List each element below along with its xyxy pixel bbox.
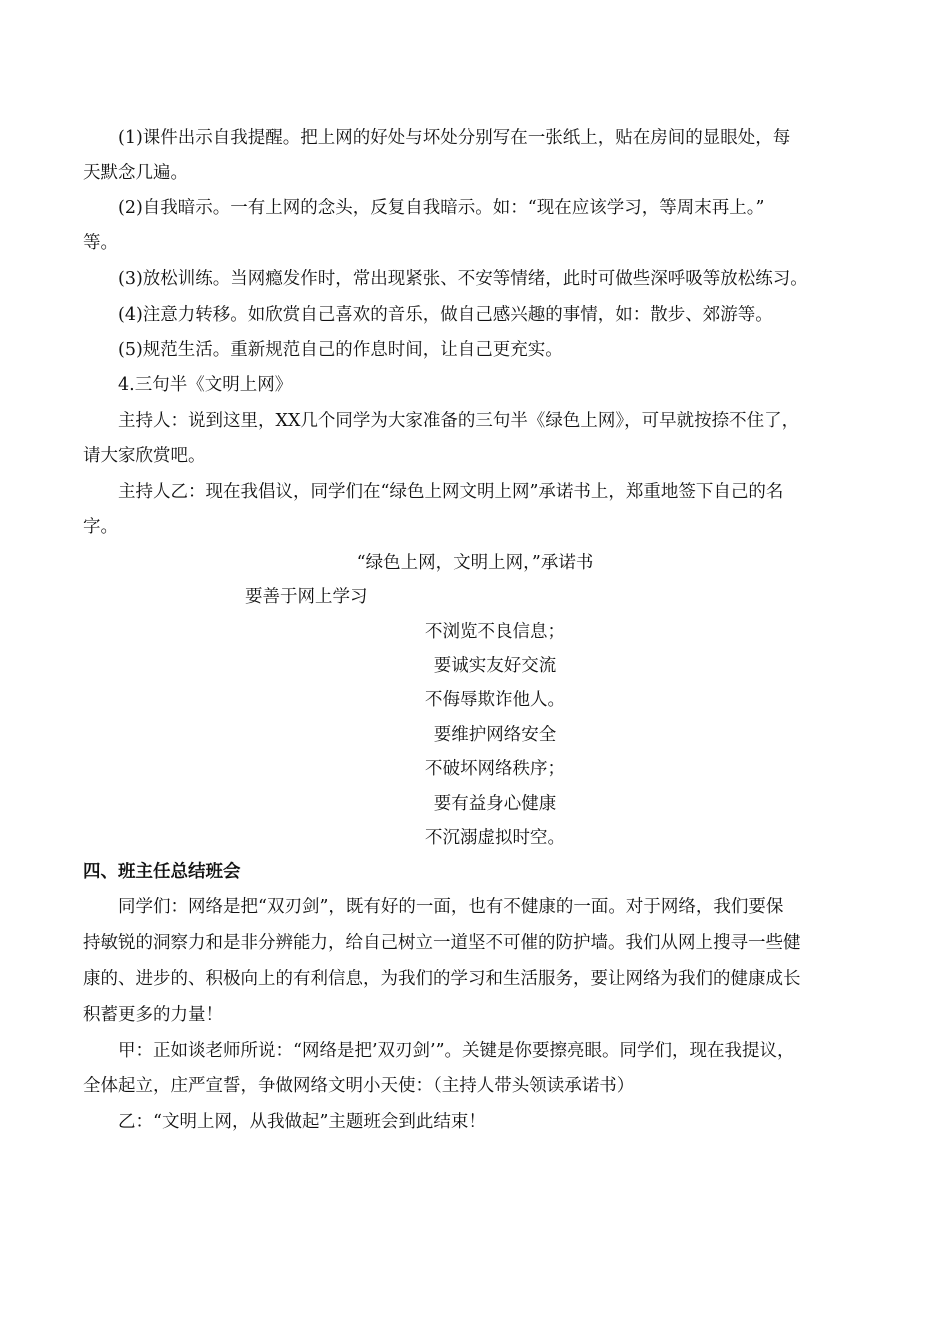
host-line-2: 请大家欣赏吧。 — [83, 446, 206, 466]
pledge-line: 要维护网络安全 — [433, 725, 557, 745]
summary-para-2-line: 全体起立，庄严宣誓，争做网络文明小天使：（主持人带头领读承诺书） — [83, 1076, 635, 1096]
item-1-line-2: 天默念几遍。 — [83, 163, 188, 183]
summary-para-1-line: 持敏锐的洞察力和是非分辨能力，给自己树立一道坚不可催的防护墙。我们从网上搜寻一些健 — [83, 933, 801, 953]
pledge-line: 不破坏网络秩序； — [425, 759, 565, 779]
item-2-line-2: 等。 — [83, 233, 118, 253]
pledge-line: 不侮辱欺诈他人。 — [425, 690, 565, 710]
item-1-line-1: (1)课件出示自我提醒。把上网的好处与坏处分别写在一张纸上，贴在房间的显眼处，每 — [118, 128, 791, 148]
summary-para-1-line: 同学们：网络是把“双刃剑”，既有好的一面，也有不健康的一面。对于网络，我们要保 — [118, 897, 784, 917]
closing-line: 乙：“文明上网，从我做起”主题班会到此结束！ — [118, 1112, 486, 1132]
summary-heading: 四、班主任总结班会 — [83, 862, 241, 882]
pledge-first-line: 要善于网上学习 — [245, 587, 368, 607]
host-b-line-2: 字。 — [83, 517, 118, 537]
pledge-line: 不沉溺虚拟时空。 — [425, 828, 565, 848]
pledge-title: “绿色上网，文明上网，”承诺书 — [356, 553, 594, 573]
item-4: (4)注意力转移。如欣赏自己喜欢的音乐，做自己感兴趣的事情，如：散步、郊游等。 — [118, 305, 773, 325]
summary-para-1-line: 康的、进步的、积极向上的有利信息，为我们的学习和生活服务，要让网络为我们的健康成长 — [83, 969, 801, 989]
pledge-line: 要诚实友好交流 — [433, 656, 557, 676]
host-line-1: 主持人：说到这里，XX几个同学为大家准备的三句半《绿色上网》，可早就按捺不住了， — [118, 411, 800, 431]
host-b-line-1: 主持人乙：现在我倡议，同学们在“绿色上网文明上网”承诺书上，郑重地签下自己的名 — [118, 482, 784, 502]
section-heading-4: 4.三句半《文明上网》 — [118, 375, 293, 395]
pledge-line: 要有益身心健康 — [433, 794, 557, 814]
summary-para-2-line: 甲：正如谈老师所说：“网络是把’双刃剑’”。关键是你要擦亮眼。同学们，现在我提议， — [118, 1041, 795, 1061]
summary-para-1-line: 积蓄更多的力量！ — [83, 1005, 223, 1025]
pledge-line: 不浏览不良信息； — [425, 622, 565, 642]
item-2-line-1: (2)自我暗示。一有上网的念头，反复自我暗示。如：“现在应该学习，等周末再上。” — [118, 198, 765, 218]
item-5: (5)规范生活。重新规范自己的作息时间，让自己更充实。 — [118, 340, 563, 360]
item-3: (3)放松训练。当网瘾发作时，常出现紧张、不安等情绪，此时可做些深呼吸等放松练习。 — [118, 269, 808, 289]
